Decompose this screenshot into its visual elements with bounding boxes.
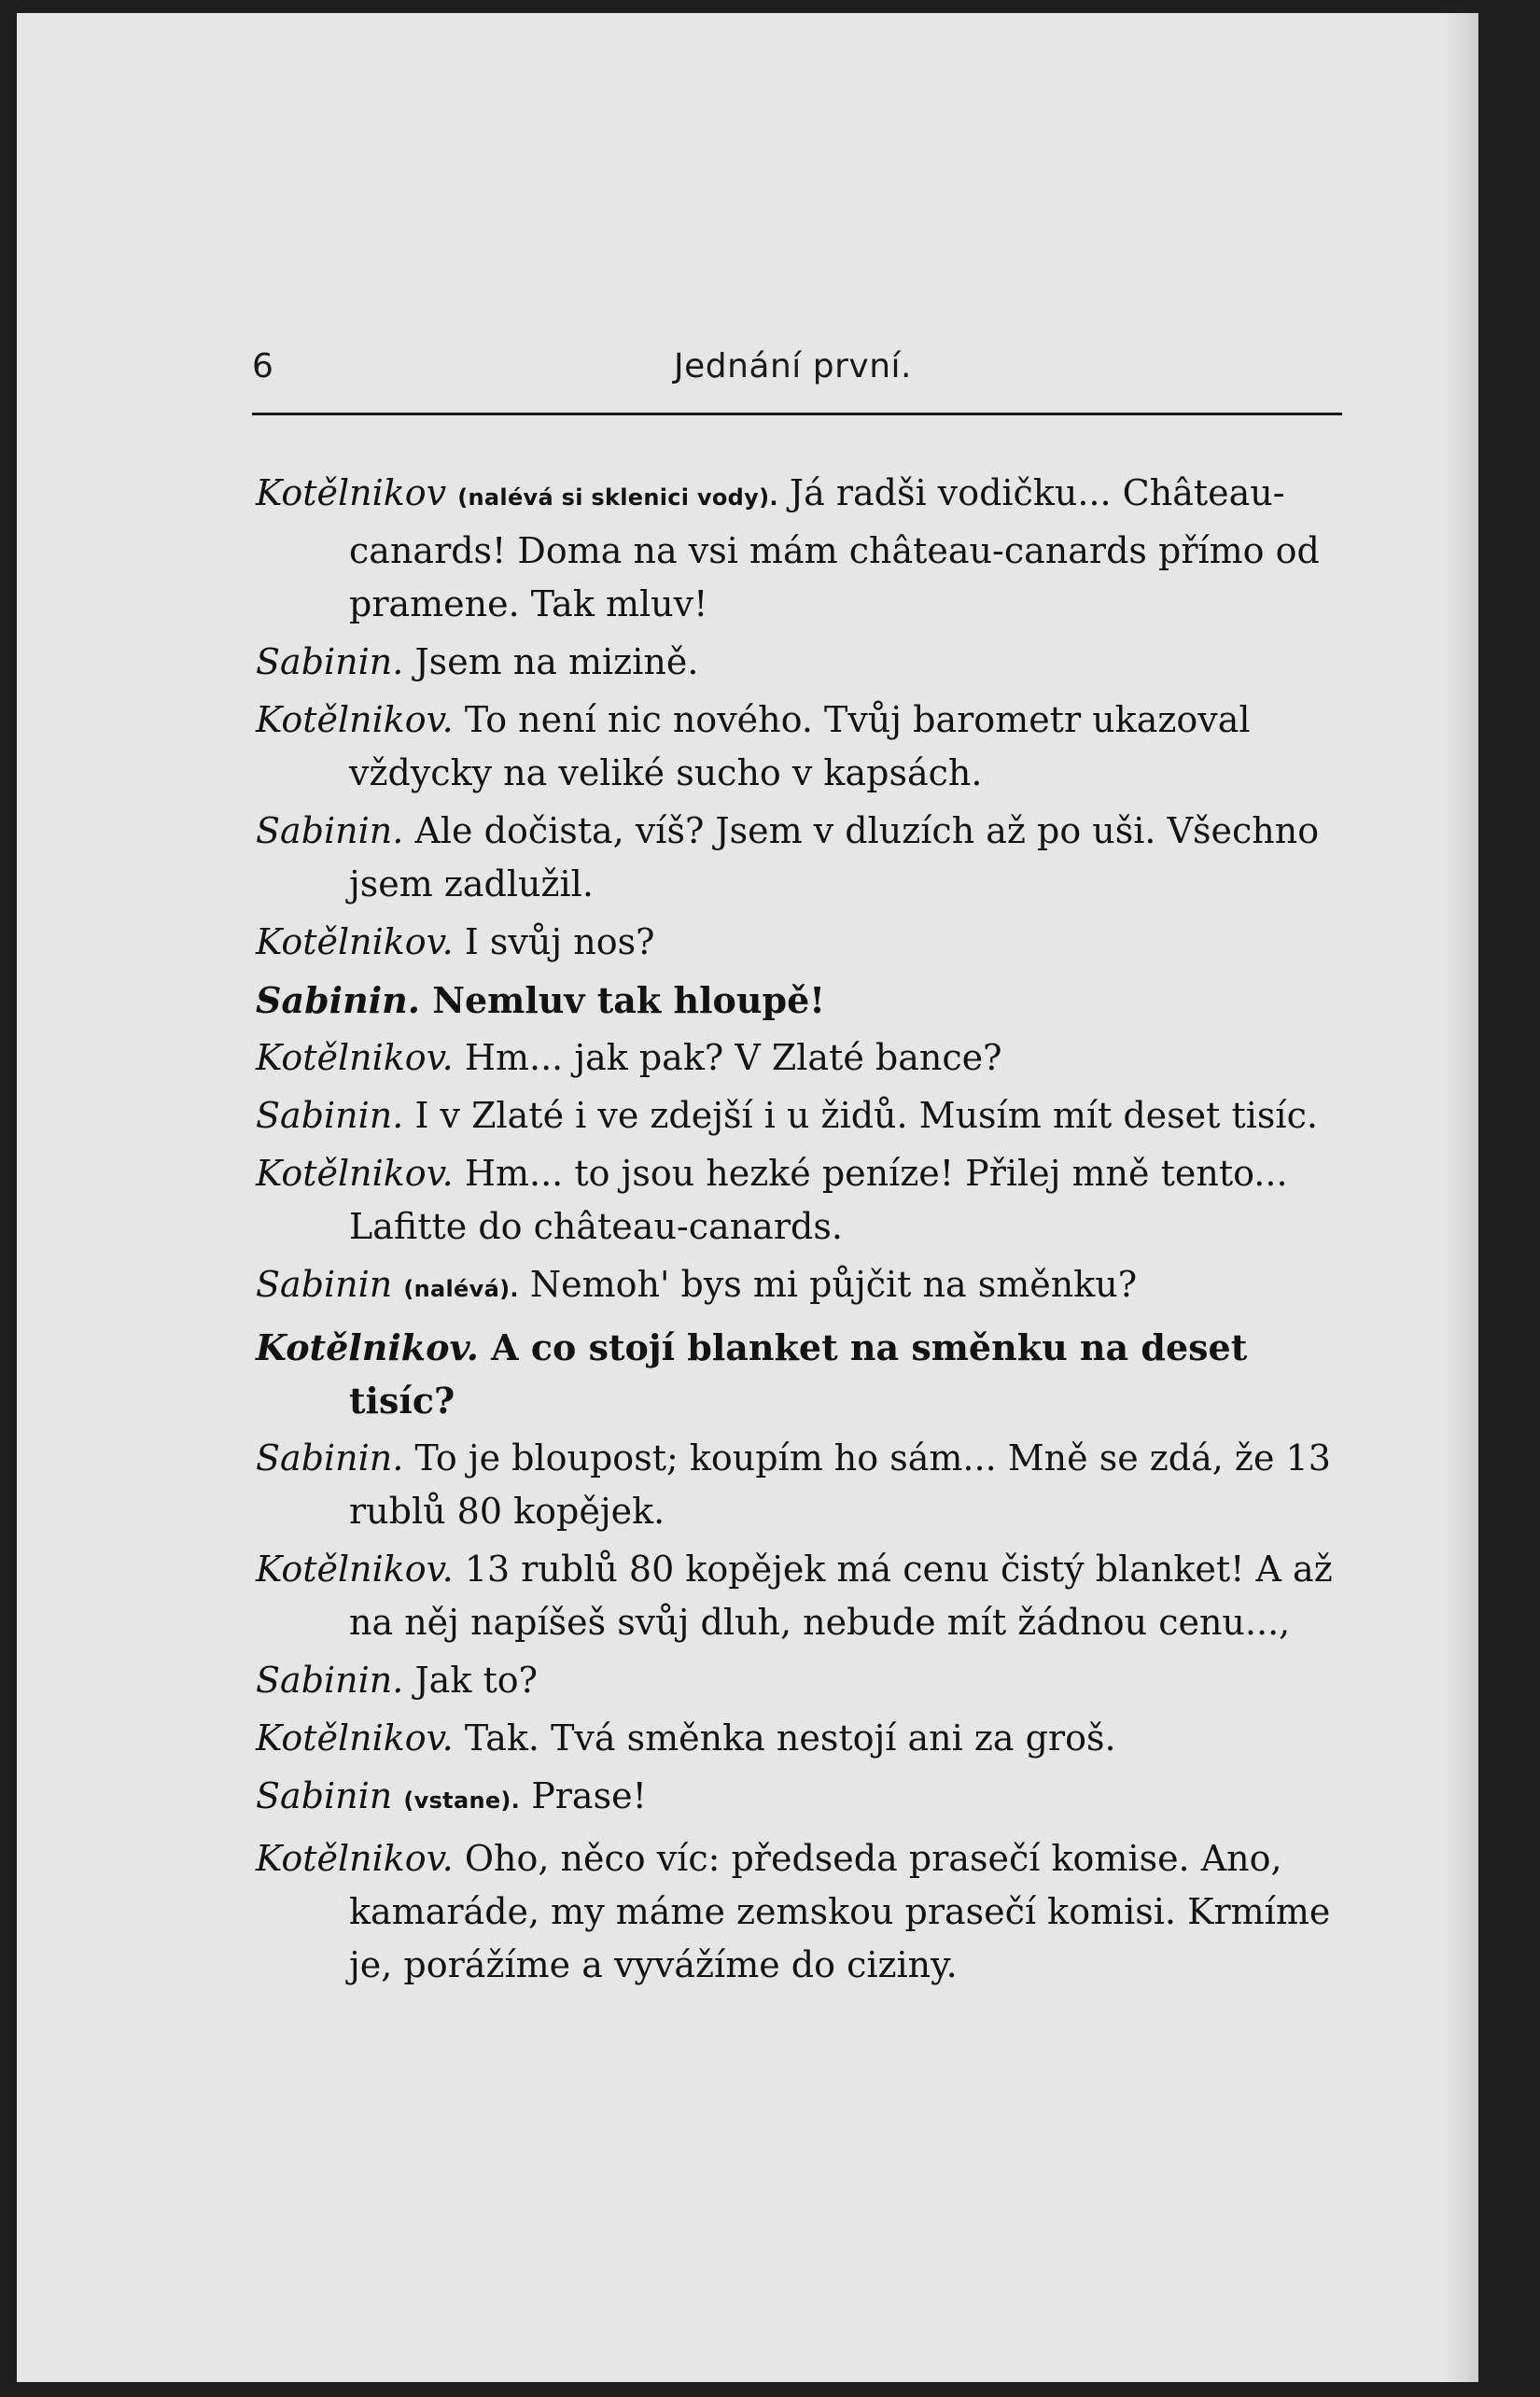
speaker-name: Kotělnikov. xyxy=(256,1153,454,1194)
dialogue-entry xyxy=(256,1031,1342,1085)
speech-text: Já radši vodičku... Château-canards! Doma na vsi mám château-canards přímo od pramene. Tak mluv! xyxy=(349,472,1320,624)
speaker-name: Sabinin. xyxy=(256,1437,404,1479)
speech-text: Tak. Tvá směnka nestojí ani za groš. xyxy=(464,1717,1116,1759)
dialogue-entry xyxy=(256,467,1342,631)
stage-direction: (nalévá si sklenici vody). xyxy=(457,484,778,511)
speech-text: To je bloupost; koupím ho sám... Mně se zdá, že 13 rublů 80 kopějek. xyxy=(349,1437,1331,1532)
speaker-name: Sabinin. xyxy=(256,1095,404,1136)
stage-direction: (nalévá). xyxy=(403,1276,519,1302)
dialogue-entry xyxy=(256,1654,1342,1707)
running-header xyxy=(252,342,1342,398)
speech-text: Nemluv tak hloupě! xyxy=(432,979,825,1021)
dialogue-entry xyxy=(256,694,1342,800)
speech-text: Ale dočista, víš? Jsem v dluzích až po uši. Všechno jsem zadlužil. xyxy=(349,810,1320,904)
speaker-name: Kotělnikov. xyxy=(256,921,454,962)
speaker-name: Kotělnikov xyxy=(256,472,447,513)
dialogue-entry xyxy=(256,916,1342,969)
speech-text: Jsem na mizině. xyxy=(414,641,699,682)
speaker-name: Kotělnikov. xyxy=(256,699,454,740)
speaker-name: Kotělnikov. xyxy=(256,1037,454,1078)
dialogue-entry xyxy=(256,636,1342,689)
dialogue-entry xyxy=(256,1258,1342,1316)
running-head-title: Jednání první. xyxy=(674,347,912,385)
dialogue-entry xyxy=(256,1321,1342,1427)
dialogue-entry xyxy=(256,1770,1342,1828)
speaker-name: Sabinin. xyxy=(256,641,404,682)
speech-text: Hm... to jsou hezké peníze! Přilej mně tento... Lafitte do château-canards. xyxy=(349,1153,1288,1247)
speech-text: Jak to? xyxy=(414,1660,538,1701)
speech-text: Prase! xyxy=(531,1775,647,1816)
dialogue-entry xyxy=(256,1543,1342,1649)
speaker-name: Kotělnikov. xyxy=(256,1838,454,1879)
dialogue-entry xyxy=(256,1432,1342,1538)
speaker-name: Kotělnikov. xyxy=(256,1549,454,1590)
speech-text: I v Zlaté i ve zdejší i u židů. Musím mít deset tisíc. xyxy=(414,1095,1318,1136)
speaker-name: Sabinin. xyxy=(256,979,420,1021)
dialogue-entry xyxy=(256,805,1342,911)
page-number: 6 xyxy=(252,347,273,385)
speaker-name: Sabinin xyxy=(256,1775,393,1816)
page-edge-shadow xyxy=(1445,13,1478,2382)
speech-text: 13 rublů 80 kopějek má cenu čistý blanket! A až na něj napíšeš svůj dluh, nebude mít žádnou cenu..., xyxy=(349,1549,1333,1643)
dialogue-entry xyxy=(256,1832,1342,1992)
dialogue-text xyxy=(256,467,1342,1997)
speech-text: Hm... jak pak? V Zlaté bance? xyxy=(464,1037,1002,1078)
speech-text: Oho, něco víc: předseda prasečí komise. Ano, kamaráde, my máme zemskou prasečí komisi. Krmíme je, porážíme a vyvážíme do ciziny. xyxy=(349,1838,1331,1985)
book-page xyxy=(17,13,1478,2382)
speaker-name: Sabinin. xyxy=(256,810,404,851)
speech-text: Nemoh' bys mi půjčit na směnku? xyxy=(529,1264,1138,1305)
speech-text: A co stojí blanket na směnku na deset tisíc? xyxy=(349,1326,1248,1422)
dialogue-entry xyxy=(256,974,1342,1027)
speaker-name: Sabinin. xyxy=(256,1660,404,1701)
speaker-name: Sabinin xyxy=(256,1264,393,1305)
stage-direction: (vstane). xyxy=(403,1787,521,1814)
speech-text: To není nic nového. Tvůj barometr ukazoval vždycky na veliké sucho v kapsách. xyxy=(349,699,1251,793)
speaker-name: Kotělnikov. xyxy=(256,1326,479,1368)
dialogue-entry xyxy=(256,1147,1342,1254)
header-rule xyxy=(252,413,1342,415)
speaker-name: Kotělnikov. xyxy=(256,1717,454,1759)
dialogue-entry xyxy=(256,1712,1342,1765)
speech-text: I svůj nos? xyxy=(464,921,655,962)
dialogue-entry xyxy=(256,1089,1342,1142)
